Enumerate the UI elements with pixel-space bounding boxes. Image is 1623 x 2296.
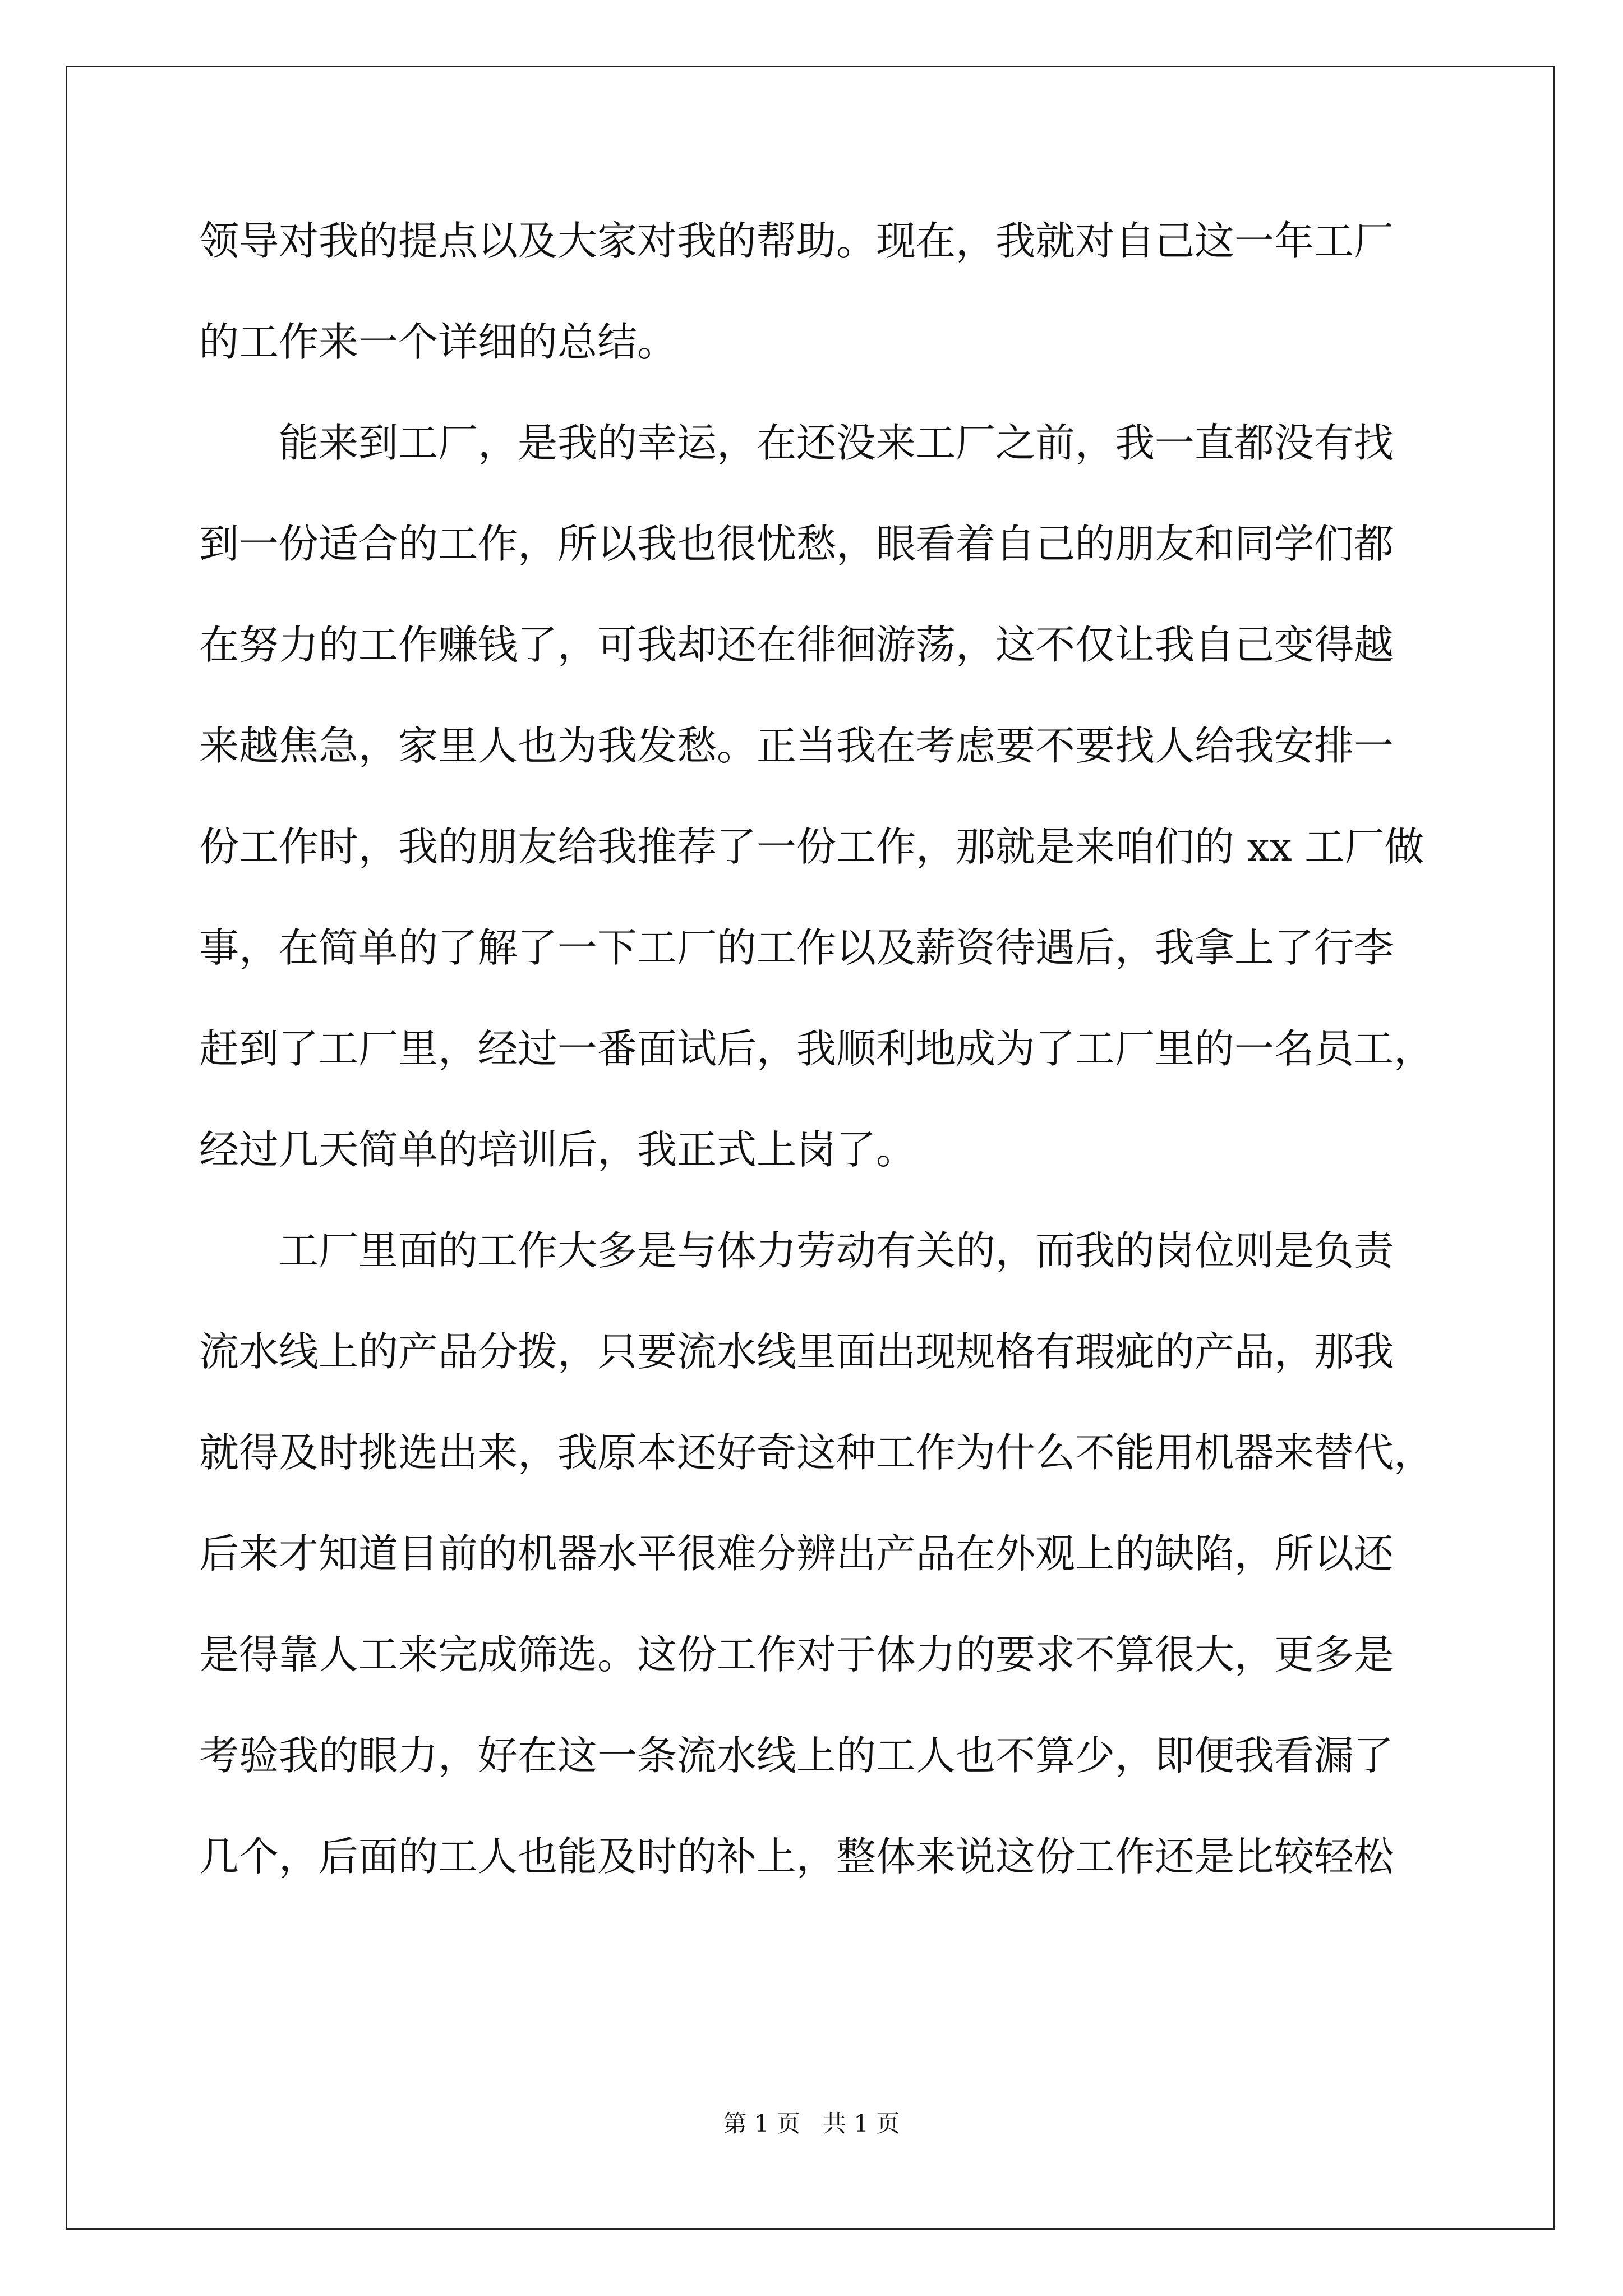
text-line: 事，在简单的了解了一下工厂的工作以及薪资待遇后，我拿上了行李 [199, 924, 1394, 971]
text-line: 来越焦急，家里人也为我发愁。正当我在考虑要不要找人给我安排一 [199, 723, 1394, 769]
page-footer: 第 1 页 共 1 页 [723, 2110, 900, 2137]
text-line: 流水线上的产品分拨，只要流水线里面出现规格有瑕疵的产品，那我 [199, 1328, 1394, 1375]
text-line: 工厂里面的工作大多是与体力劳动有关的，而我的岗位则是负责 [199, 1227, 1394, 1274]
text-line: 份工作时，我的朋友给我推荐了一份工作，那就是来咱们的 xx 工厂做 [199, 823, 1424, 870]
text-line: 经过几天简单的培训后，我正式上岗了。 [199, 1126, 916, 1173]
text-line: 考验我的眼力，好在这一条流水线上的工人也不算少，即便我看漏了 [199, 1732, 1394, 1779]
text-line: 在努力的工作赚钱了，可我却还在徘徊游荡，这不仅让我自己变得越 [199, 622, 1394, 668]
text-line: 领导对我的提点以及大家对我的帮助。现在，我就对自己这一年工厂 [199, 218, 1394, 264]
text-line: 赶到了工厂里，经过一番面试后，我顺利地成为了工厂里的一名员工， [199, 1025, 1434, 1072]
text-line: 是得靠人工来完成筛选。这份工作对于体力的要求不算很大，更多是 [199, 1631, 1394, 1678]
text-line: 的工作来一个详细的总结。 [199, 319, 677, 365]
text-line: 就得及时挑选出来，我原本还好奇这种工作为什么不能用机器来替代， [199, 1429, 1434, 1476]
text-line: 到一份适合的工作，所以我也很忧愁，眼看着自己的朋友和同学们都 [199, 521, 1394, 567]
text-line: 能来到工厂，是我的幸运，在还没来工厂之前，我一直都没有找 [199, 420, 1394, 466]
text-line: 几个，后面的工人也能及时的补上，整体来说这份工作还是比较轻松 [199, 1833, 1394, 1880]
text-line: 后来才知道目前的机器水平很难分辨出产品在外观上的缺陷，所以还 [199, 1530, 1394, 1577]
